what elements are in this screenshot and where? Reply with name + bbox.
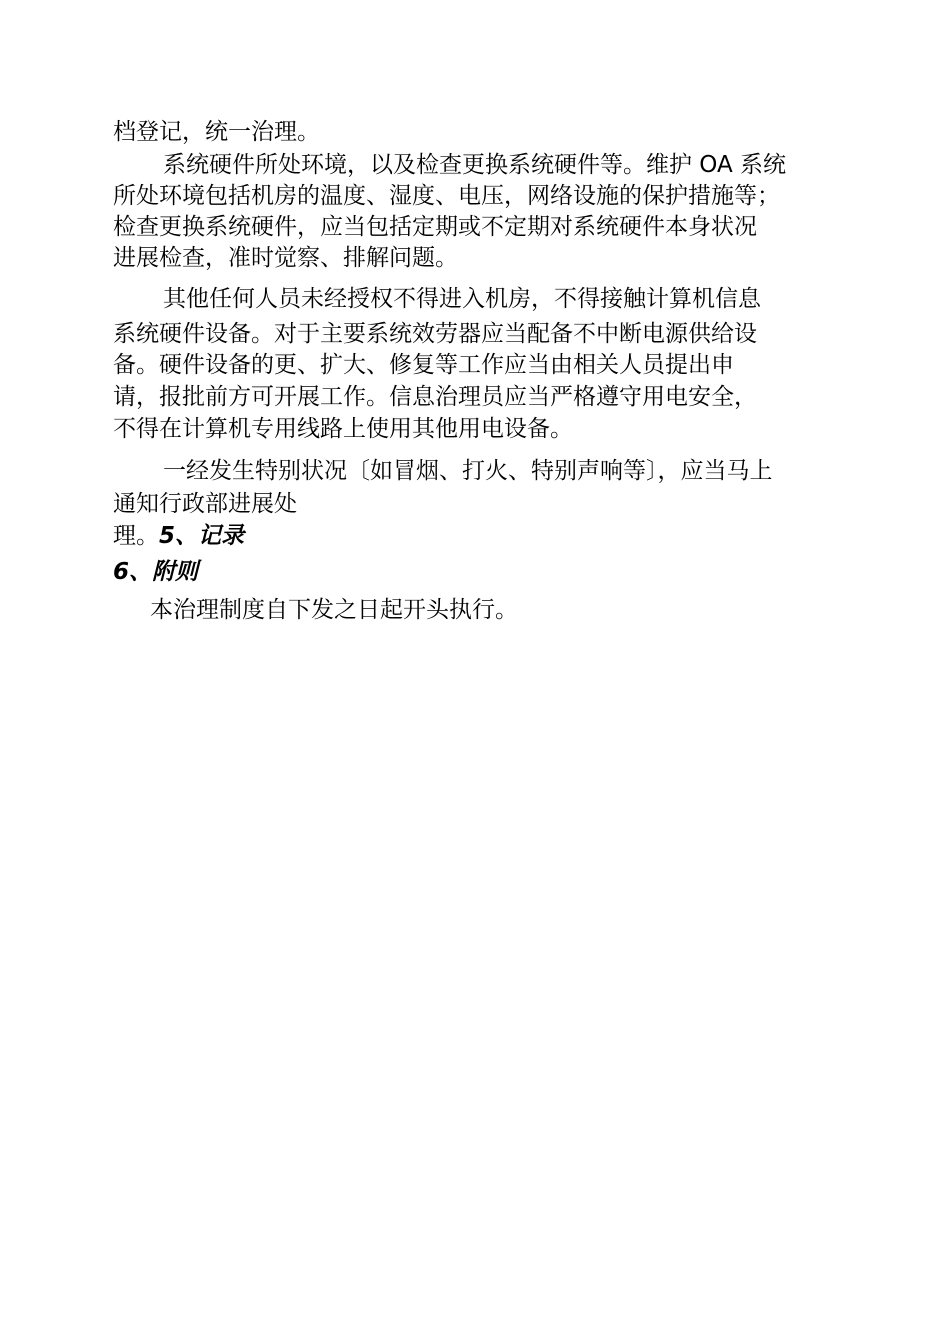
text-line: 档登记，统一治理。 (113, 119, 320, 145)
text-line: 检查更换系统硬件，应当包括定期或不定期对系统硬件本身状况 (113, 214, 757, 240)
text-line: 请，报批前方可开展工作。信息治理员应当严格遵守用电安全， (113, 384, 757, 410)
section-heading-record: 5、记录 (159, 523, 245, 549)
paragraph-start-line: 一经发生特别状况〔如冒烟、打火、特别声响等〕，应当马上 (163, 458, 773, 484)
paragraph-start-line: 其他任何人员未经授权不得进入机房，不得接触计算机信息 (163, 286, 761, 312)
text-line: 本治理制度自下发之日起开头执行。 (150, 597, 518, 623)
text-line: 备。硬件设备的更、扩大、修复等工作应当由相关人员提出申 (113, 352, 734, 378)
text-fragment: 理。 (113, 523, 159, 549)
text-line: 所处环境包括机房的温度、湿度、电压，网络设施的保护措施等； (113, 183, 780, 209)
text-line: 通知行政部进展处 (113, 491, 297, 517)
text-line: 进展检查，准时觉察、排解问题。 (113, 245, 458, 271)
text-line-with-heading (113, 521, 244, 551)
text-line: 系统硬件设备。对于主要系统效劳器应当配备不中断电源供给设 (113, 321, 757, 347)
section-heading-appendix: 6、附则 (113, 559, 199, 585)
text-line: 不得在计算机专用线路上使用其他用电设备。 (113, 416, 573, 442)
paragraph-start-line: 系统硬件所处环境，以及检查更换系统硬件等。维护 OA 系统 (163, 152, 787, 178)
